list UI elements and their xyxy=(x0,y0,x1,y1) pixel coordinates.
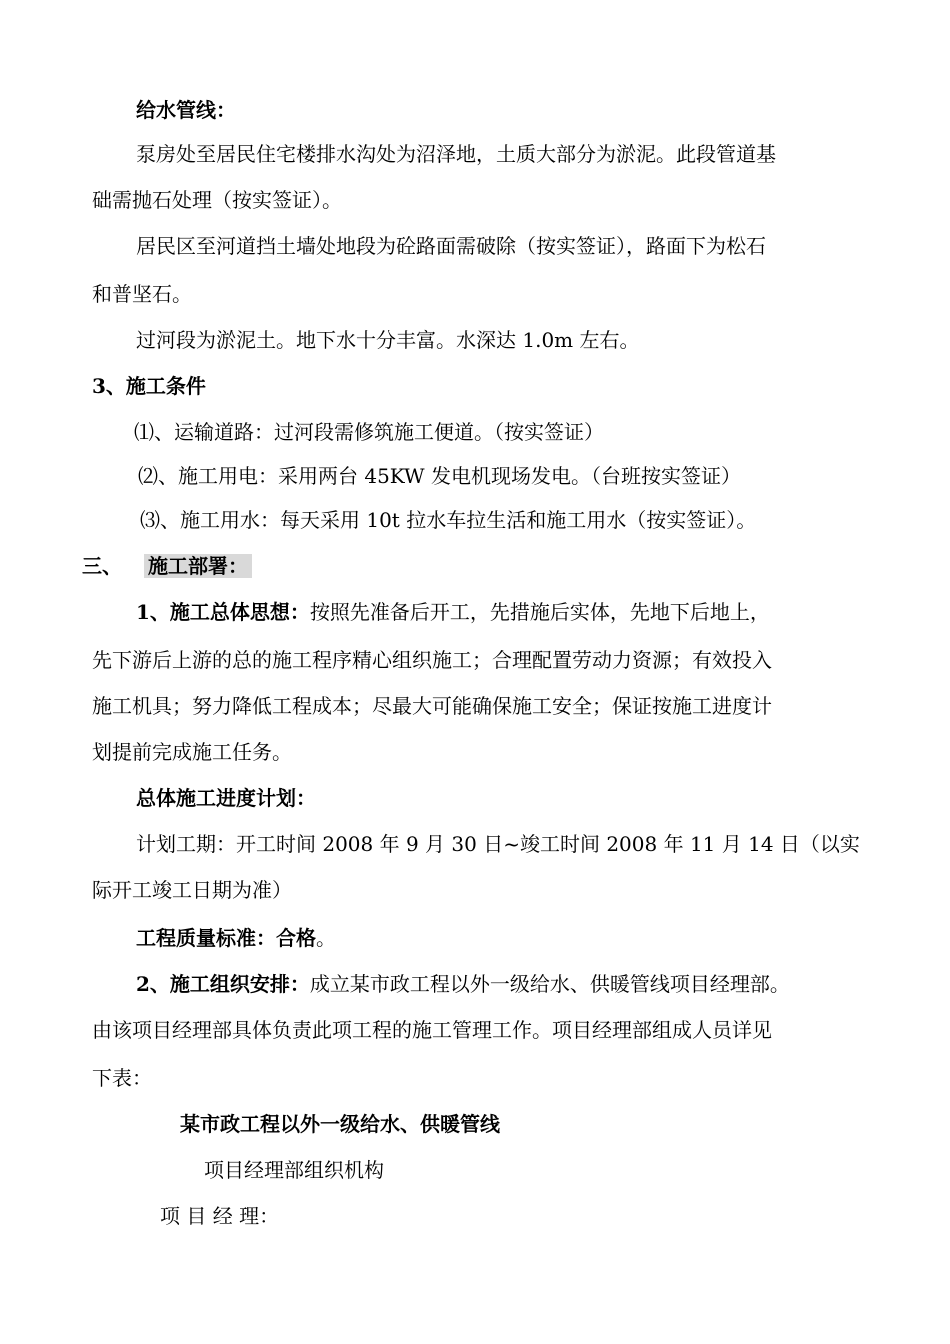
paragraph-line: 施工机具；努力降低工程成本；尽最大可能确保施工安全；保证按施工进度计 xyxy=(92,694,772,718)
general-idea-text: 按照先准备后开工，先措施后实体，先地下后地上， xyxy=(309,600,770,624)
general-idea-line xyxy=(136,598,770,626)
paragraph-line: 先下游后上游的总的施工程序精心组织施工；合理配置劳动力资源；有效投入 xyxy=(92,648,772,672)
organization-label: 2、施工组织安排： xyxy=(136,972,310,996)
paragraph-line: 由该项目经理部具体负责此项工程的施工管理工作。项目经理部组成人员详见 xyxy=(92,1018,772,1042)
section-title xyxy=(144,552,252,580)
organization-text: 成立某市政工程以外一级给水、供暖管线项目经理部。 xyxy=(309,972,790,996)
condition-item: ⑴、运输道路：过河段需修筑施工便道。（按实签证） xyxy=(134,420,604,444)
paragraph-line: 和普坚石。 xyxy=(92,282,192,306)
general-idea-label: 1、施工总体思想： xyxy=(136,600,310,624)
section-number: 三、 xyxy=(82,554,122,578)
organization-line xyxy=(136,970,790,998)
paragraph-line: 居民区至河道挡土墙处地段为砼路面需破除（按实签证），路面下为松石 xyxy=(136,234,766,258)
paragraph-line: 计划工期：开工时间 2008 年 9 月 30 日~竣工时间 2008 年 11 月 14 日（以实 xyxy=(136,832,860,856)
org-chart-title: 某市政工程以外一级给水、供暖管线 xyxy=(180,1112,500,1136)
paragraph-line: 划提前完成施工任务。 xyxy=(92,740,292,764)
water-supply-heading: 给水管线： xyxy=(136,98,236,122)
condition-item: ⑶、施工用水：每天采用 10t 拉水车拉生活和施工用水（按实签证）。 xyxy=(140,508,757,532)
paragraph-line: 际开工竣工日期为准） xyxy=(92,878,292,902)
schedule-heading: 总体施工进度计划： xyxy=(136,786,316,810)
quality-end: 。 xyxy=(316,926,336,950)
paragraph-line: 过河段为淤泥土。地下水十分丰富。水深达 1.0m 左右。 xyxy=(136,328,640,352)
quality-label: 工程质量标准：合格 xyxy=(136,926,316,950)
paragraph-line: 下表： xyxy=(92,1066,152,1090)
project-manager-label: 项 目 经 理： xyxy=(160,1204,280,1228)
paragraph-line: 泵房处至居民住宅楼排水沟处为沼泽地，土质大部分为淤泥。此段管道基 xyxy=(136,142,776,166)
quality-line xyxy=(136,924,336,952)
org-chart-subtitle: 项目经理部组织机构 xyxy=(204,1158,384,1182)
section-title-text: 施工部署： xyxy=(144,554,252,578)
conditions-heading: 3、施工条件 xyxy=(92,374,206,398)
condition-item: ⑵、施工用电：采用两台 45KW 发电机现场发电。（台班按实签证） xyxy=(138,464,741,488)
paragraph-line: 础需抛石处理（按实签证）。 xyxy=(92,188,342,212)
